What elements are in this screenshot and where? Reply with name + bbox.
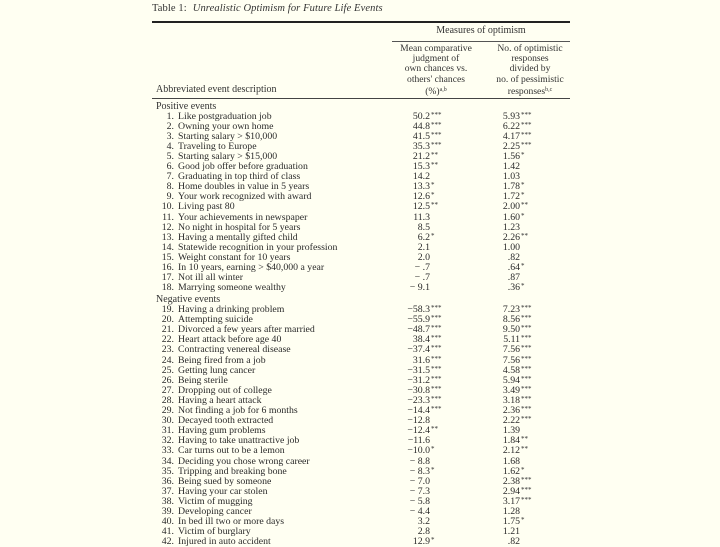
- ratio-value: 1.78: [502, 181, 520, 193]
- row-number: 30.: [161, 415, 174, 427]
- mean-judgment-value: −12.4: [407, 425, 430, 437]
- mean-judgment-value: −58.3: [407, 304, 430, 315]
- mean-significance: **: [431, 161, 438, 170]
- ratio-value: .82: [507, 251, 520, 263]
- mean-judgment-value: − .7: [414, 271, 430, 283]
- ratio-value: 2.22: [502, 415, 520, 427]
- event-description: Heart attack before age 40: [178, 334, 282, 346]
- mean-judgment-value: 31.6: [412, 354, 430, 366]
- mean-significance: *: [431, 181, 435, 190]
- mean-significance: ***: [431, 344, 442, 353]
- mean-significance: ***: [431, 374, 442, 383]
- event-description: Your achievements in newspaper: [178, 211, 308, 223]
- table-row: [150, 537, 570, 547]
- mean-judgment-value: − 7.3: [409, 485, 430, 497]
- ratio-significance: ***: [521, 111, 532, 119]
- ratio-significance: *: [521, 281, 525, 290]
- mean-significance: ***: [431, 394, 442, 403]
- ratio-value: 9.50: [502, 324, 520, 336]
- ratio-value: 1.84: [502, 435, 520, 447]
- event-description: Marrying someone wealthy: [178, 281, 286, 293]
- row-number: 10.: [161, 201, 174, 213]
- ratio-significance: ***: [521, 374, 532, 383]
- mean-judgment-value: − 7.0: [409, 475, 430, 487]
- event-description: Having to take unattractive job: [178, 435, 300, 447]
- header-line: [386, 85, 486, 97]
- row-number: 1.: [166, 111, 174, 122]
- event-description: Like postgraduation job: [178, 111, 272, 122]
- mean-significance: ***: [431, 334, 442, 343]
- ratio-value: 2.00: [502, 201, 520, 213]
- mean-judgment-value: 44.8: [412, 121, 430, 133]
- ratio-value: 1.28: [502, 506, 520, 517]
- header-line: No. of optimistic: [497, 43, 563, 54]
- row-number: 8.: [166, 181, 174, 193]
- ratio-value: 2.38: [502, 475, 520, 487]
- ratio-value: 2.94: [502, 485, 520, 497]
- event-description: Owning your own home: [178, 121, 274, 133]
- mean-significance: **: [431, 425, 438, 434]
- mean-significance: ***: [431, 314, 442, 323]
- row-number: 36.: [161, 475, 174, 487]
- ratio-significance: **: [521, 201, 528, 210]
- event-description: Being sterile: [178, 374, 228, 386]
- event-description: Being fired from a job: [178, 354, 266, 366]
- ratio-value: 2.25: [502, 141, 520, 153]
- ratio-significance: *: [521, 465, 525, 474]
- mean-judgment-value: − 5.8: [409, 495, 430, 507]
- ratio-value: 2.12: [502, 445, 520, 457]
- event-description: Starting salary > $15,000: [178, 151, 278, 163]
- ratio-significance: *: [521, 151, 525, 160]
- mean-judgment-value: −31.5: [407, 364, 430, 376]
- ratio-value: 3.49: [502, 384, 520, 396]
- ratio-significance: ***: [521, 364, 532, 373]
- table-row: [150, 345, 570, 355]
- mean-judgment-value: 15.3: [412, 161, 430, 173]
- event-description: Graduating in top third of class: [178, 171, 301, 183]
- mean-judgment-value: 12.9: [412, 536, 430, 547]
- table-row: [150, 356, 570, 366]
- mean-judgment-value: −48.7: [407, 324, 430, 336]
- ratio-significance: ***: [521, 405, 532, 413]
- row-number: 38.: [161, 495, 174, 507]
- mean-significance: ***: [431, 364, 442, 373]
- ratio-significance: **: [521, 445, 528, 454]
- row-number: 19.: [161, 304, 174, 315]
- mean-judgment-value: − 4.4: [409, 506, 430, 517]
- mean-significance: ***: [431, 304, 442, 312]
- event-description: Victim of burglary: [178, 526, 251, 538]
- mean-significance: ***: [431, 131, 442, 140]
- event-description: Deciding you chose wrong career: [178, 455, 310, 467]
- top-rule: [152, 21, 570, 23]
- section-heading: Negative events: [156, 294, 221, 305]
- row-number: 31.: [161, 425, 174, 437]
- mean-significance: *: [431, 465, 435, 474]
- ratio-significance: ***: [521, 475, 532, 484]
- header-line: divided by: [509, 63, 551, 75]
- event-description: Having a heart attack: [178, 394, 262, 406]
- row-number: 32.: [161, 435, 174, 447]
- table-row: [150, 202, 570, 212]
- ratio-significance: *: [521, 211, 525, 220]
- event-description: Good job offer before graduation: [178, 161, 308, 173]
- mean-judgment-value: 2.1: [417, 241, 430, 253]
- row-number: 42.: [161, 536, 174, 547]
- group-rule: [392, 41, 570, 42]
- row-number: 22.: [161, 334, 174, 346]
- row-number: 11.: [162, 211, 174, 223]
- event-description: Having gum problems: [178, 425, 266, 437]
- table-row: [150, 446, 570, 456]
- row-number: 6.: [166, 161, 174, 173]
- ratio-value: 1.72: [502, 191, 520, 203]
- row-number: 28.: [161, 394, 174, 406]
- event-description: Traveling to Europe: [178, 141, 257, 153]
- mean-significance: *: [431, 445, 435, 454]
- ratio-value: .64: [507, 261, 520, 273]
- mean-judgment-value: 11.3: [413, 211, 430, 223]
- ratio-value: 7.23: [502, 304, 520, 315]
- mean-judgment-value: −30.8: [407, 384, 430, 396]
- mean-judgment-value: 2.8: [417, 526, 430, 538]
- row-number: 9.: [166, 191, 174, 203]
- ratio-value: 1.68: [502, 455, 520, 467]
- ratio-significance: ***: [521, 415, 532, 424]
- mean-judgment-value: 2.0: [417, 251, 430, 263]
- row-number: 7.: [166, 171, 174, 183]
- ratio-significance: ***: [521, 344, 532, 353]
- row-number: 20.: [161, 314, 174, 326]
- ratio-value: 1.75: [502, 516, 520, 528]
- header-line: [486, 85, 574, 97]
- ratio-significance: ***: [521, 334, 532, 343]
- section-heading: Positive events: [156, 101, 217, 112]
- ratio-significance: **: [521, 231, 528, 240]
- event-description: In bed ill two or more days: [178, 516, 285, 528]
- ratio-value: 1.42: [502, 161, 520, 173]
- mean-significance: **: [431, 201, 438, 210]
- mean-judgment-value: −31.2: [407, 374, 430, 386]
- mean-judgment-value: −23.3: [407, 394, 430, 406]
- table-name: Unrealistic Optimism for Future Life Events: [192, 3, 383, 14]
- event-description: Statewide recognition in your profession: [178, 241, 338, 253]
- mean-significance: ***: [431, 141, 442, 150]
- event-description: Tripping and breaking bone: [178, 465, 287, 477]
- mean-judgment-value: 14.2: [412, 171, 430, 183]
- mean-judgment-value: −14.4: [407, 405, 430, 416]
- row-number: 13.: [161, 231, 174, 243]
- ratio-value: 7.56: [502, 344, 520, 356]
- ratio-significance: **: [521, 435, 528, 444]
- row-number: 39.: [161, 506, 174, 517]
- mean-significance: ***: [431, 384, 442, 393]
- event-description: Having a drinking problem: [178, 304, 285, 315]
- mean-judgment-value: 3.2: [417, 516, 430, 528]
- row-number: 33.: [161, 445, 174, 457]
- footnote-marker: a,b: [439, 86, 447, 93]
- header-text: responses: [507, 85, 546, 97]
- ratio-value: .82: [507, 536, 520, 547]
- document-page: [150, 0, 570, 547]
- mean-significance: *: [431, 536, 435, 545]
- event-description: No night in hospital for 5 years: [178, 221, 301, 233]
- row-number: 29.: [161, 405, 174, 416]
- ratio-significance: ***: [521, 141, 532, 150]
- ratio-significance: ***: [521, 131, 532, 140]
- event-description: Your work recognized with award: [178, 191, 312, 203]
- ratio-value: 5.11: [503, 334, 520, 346]
- row-number: 16.: [161, 261, 174, 273]
- row-number: 21.: [161, 324, 174, 336]
- ratio-value: 1.23: [502, 221, 520, 233]
- mean-judgment-value: 12.5: [412, 201, 430, 213]
- ratio-value: 1.60: [502, 211, 520, 223]
- mean-judgment-value: 8.5: [417, 221, 430, 233]
- mean-judgment-value: −10.0: [407, 445, 430, 457]
- event-description: Developing cancer: [178, 506, 252, 517]
- mean-judgment-value: 21.2: [412, 151, 430, 163]
- ratio-significance: ***: [521, 394, 532, 403]
- ratio-value: 4.58: [502, 364, 520, 376]
- row-number: 40.: [161, 516, 174, 528]
- ratio-value: 1.62: [502, 465, 520, 477]
- header-mean-judgment: [386, 44, 486, 97]
- row-number: 37.: [161, 485, 174, 497]
- mean-judgment-value: 41.5: [412, 131, 430, 143]
- mean-judgment-value: −37.4: [407, 344, 430, 356]
- row-number: 25.: [161, 364, 174, 376]
- row-number: 26.: [161, 374, 174, 386]
- mean-significance: ***: [431, 405, 442, 413]
- mean-judgment-value: −55.9: [407, 314, 430, 326]
- header-rule: [152, 98, 570, 99]
- mean-significance: ***: [431, 354, 442, 363]
- ratio-value: 7.56: [502, 354, 520, 366]
- mean-judgment-value: − 8.8: [409, 455, 430, 467]
- table-label: Table 1:: [152, 3, 187, 14]
- mean-significance: ***: [431, 111, 442, 119]
- mean-significance: *: [431, 191, 435, 200]
- mean-judgment-value: − .7: [414, 261, 430, 273]
- ratio-significance: ***: [521, 324, 532, 333]
- mean-significance: ***: [431, 324, 442, 333]
- mean-judgment-value: − 8.3: [409, 465, 430, 477]
- event-description: Divorced a few years after married: [178, 324, 315, 336]
- event-description: Not ill all winter: [178, 271, 244, 283]
- event-description: Victim of mugging: [178, 495, 253, 507]
- mean-judgment-value: −12.8: [407, 415, 430, 427]
- ratio-value: 3.18: [502, 394, 520, 406]
- ratio-significance: *: [521, 261, 525, 270]
- ratio-value: .36: [507, 281, 520, 293]
- event-description: Car turns out to be a lemon: [178, 445, 285, 457]
- ratio-significance: *: [521, 181, 525, 190]
- event-description: Injured in auto accident: [178, 536, 271, 547]
- mean-significance: ***: [431, 121, 442, 130]
- header-ratio: [486, 44, 574, 97]
- row-number: 41.: [161, 526, 174, 538]
- ratio-significance: ***: [521, 485, 532, 494]
- header-line: responses: [511, 53, 549, 65]
- header-group-measures: Measures of optimism: [436, 25, 526, 36]
- mean-judgment-value: 12.6: [412, 191, 430, 203]
- table-row: [150, 213, 570, 223]
- ratio-value: 5.94: [502, 374, 520, 386]
- ratio-value: 5.93: [502, 111, 520, 122]
- table-row: [150, 283, 570, 293]
- mean-significance: *: [431, 231, 435, 240]
- row-number: 27.: [161, 384, 174, 396]
- header-text: (%): [425, 85, 440, 97]
- event-description: Home doubles in value in 5 years: [178, 181, 310, 193]
- mean-judgment-value: 38.4: [412, 334, 430, 346]
- row-number: 35.: [161, 465, 174, 477]
- mean-judgment-value: 13.3: [412, 181, 430, 193]
- header-line: judgment of: [412, 53, 460, 65]
- ratio-value: 6.22: [502, 121, 520, 133]
- event-description: Weight constant for 10 years: [178, 251, 291, 263]
- footnote-marker: b,c: [545, 86, 553, 93]
- event-description: Starting salary > $10,000: [178, 131, 278, 143]
- ratio-value: 1.00: [502, 241, 520, 253]
- ratio-value: 1.56: [502, 151, 520, 163]
- ratio-value: 1.03: [502, 171, 520, 183]
- event-description: Decayed tooth extracted: [178, 415, 274, 427]
- table-title: [152, 3, 383, 14]
- mean-judgment-value: 6.2: [417, 231, 430, 243]
- ratio-significance: ***: [521, 314, 532, 323]
- ratio-value: 8.56: [502, 314, 520, 326]
- event-description: Getting lung cancer: [178, 364, 256, 376]
- row-number: 5.: [166, 151, 174, 163]
- ratio-value: 2.26: [502, 231, 520, 243]
- ratio-significance: ***: [521, 304, 532, 312]
- row-number: 14.: [161, 241, 174, 253]
- mean-judgment-value: − 9.1: [409, 281, 430, 293]
- row-number: 12.: [161, 221, 174, 233]
- ratio-value: .87: [507, 271, 520, 283]
- row-number: 17.: [161, 271, 174, 283]
- ratio-significance: ***: [521, 495, 532, 504]
- event-description: Having a mentally gifted child: [178, 231, 298, 243]
- event-description: Having your car stolen: [178, 485, 268, 497]
- mean-significance: **: [431, 151, 438, 160]
- header-description: Abbreviated event description: [156, 84, 277, 95]
- ratio-value: 1.39: [502, 425, 520, 437]
- event-description: Not finding a job for 6 months: [178, 405, 298, 416]
- header-line: Mean comparative: [400, 43, 472, 54]
- ratio-value: 3.17: [502, 495, 520, 507]
- table-row: [150, 457, 570, 467]
- mean-judgment-value: 50.2: [412, 111, 430, 122]
- event-description: Contracting venereal disease: [178, 344, 291, 356]
- ratio-value: 2.36: [502, 405, 520, 416]
- row-number: 18.: [161, 281, 174, 293]
- header-line: no. of pessimistic: [496, 73, 564, 85]
- header-line: own chances vs.: [404, 63, 468, 75]
- row-number: 34.: [161, 455, 174, 467]
- ratio-significance: ***: [521, 384, 532, 393]
- mean-judgment-value: −11.6: [407, 435, 430, 447]
- ratio-significance: ***: [521, 354, 532, 363]
- event-description: Attempting suicide: [178, 314, 253, 326]
- ratio-significance: *: [521, 516, 525, 525]
- ratio-significance: ***: [521, 121, 532, 130]
- row-number: 15.: [161, 251, 174, 263]
- ratio-value: 1.21: [502, 526, 520, 538]
- mean-judgment-value: 35.3: [412, 141, 430, 153]
- event-description: Being sued by someone: [178, 475, 272, 487]
- row-number: 4.: [166, 141, 174, 153]
- event-description: Living past 80: [178, 201, 235, 213]
- row-number: 23.: [161, 344, 174, 356]
- event-description: In 10 years, earning > $40,000 a year: [178, 261, 325, 273]
- ratio-value: 4.17: [502, 131, 520, 143]
- event-description: Dropping out of college: [178, 384, 272, 396]
- ratio-significance: *: [521, 191, 525, 200]
- row-number: 24.: [161, 354, 174, 366]
- row-number: 3.: [166, 131, 174, 143]
- row-number: 2.: [166, 121, 174, 133]
- header-line: others' chances: [407, 73, 465, 85]
